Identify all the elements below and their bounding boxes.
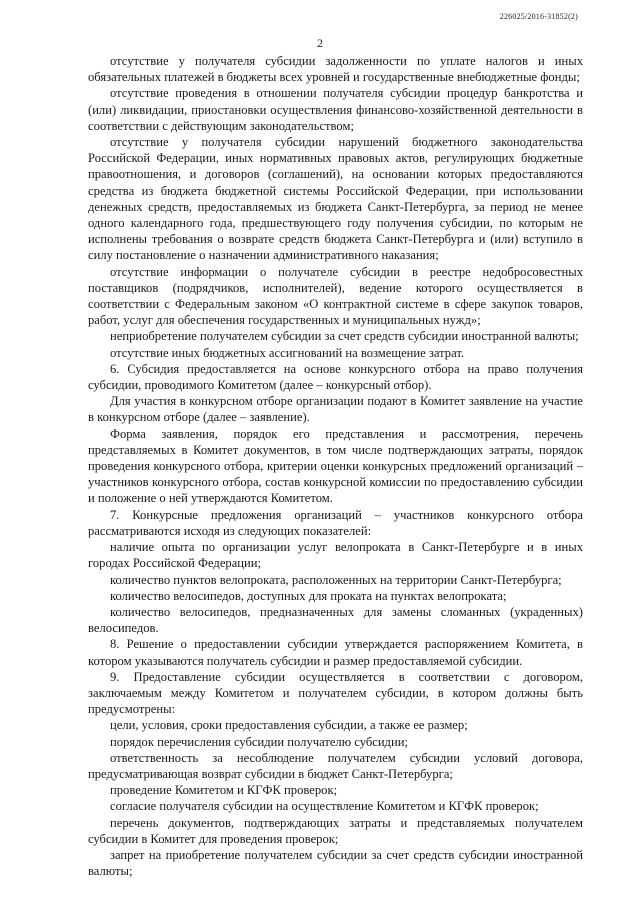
- paragraph: отсутствие у получателя субсидии задолженности по уплате налогов и иных обязательных платежей в бюджеты всех уровней и государственные внебюджетные фонды;: [88, 54, 583, 85]
- paragraph: 6. Субсидия предоставляется на основе конкурсного отбора на право получения субсидии, проводимого Комитетом (далее – конкурсный отбор).: [88, 361, 583, 393]
- paragraph: запрет на приобретение получателем субсидии за счет средств субсидии иностранной валюты;: [88, 847, 583, 879]
- paragraph: количество пунктов велопроката, расположенных на территории Санкт-Петербурга;: [110, 572, 562, 587]
- paragraph: неприобретение получателем субсидии за счет средств субсидии иностранной валюты;: [110, 329, 579, 344]
- paragraph: согласие получателя субсидии на осуществление Комитетом и КГФК проверок;: [110, 799, 539, 814]
- paragraph: проведение Комитетом и КГФК проверок;: [110, 783, 338, 798]
- paragraph: отсутствие информации о получателе субсидии в реестре недобросовестных поставщиков (подрядчиков, исполнителей), ведение которого осуществляется в соответствии с Федеральным законом «О контрактной системе в сфере закупок товаров, работ, услуг для обеспечения государственных и муниципальных нужд»;: [88, 264, 583, 328]
- page-number: 2: [317, 36, 323, 50]
- document-body: [88, 53, 583, 879]
- paragraph: количество велосипедов, предназначенных для замены сломанных (украденных) велосипедов.: [88, 604, 583, 636]
- paragraph: перечень документов, подтверждающих затраты и представляемых получателем субсидии в Комитет для проведения проверок;: [88, 815, 583, 846]
- paragraph: наличие опыта по организации услуг велопроката в Санкт-Петербурге и в иных городах Российской Федерации;: [88, 540, 583, 571]
- paragraph: 7. Конкурсные предложения организаций – участников конкурсного отбора рассматриваются исходя из следующих показателей:: [88, 507, 583, 538]
- paragraph: отсутствие у получателя субсидии нарушений бюджетного законодательства Российской Федерации, иных нормативных правовых актов, регулирующих бюджетные правоотношения, и договоров (соглашений), на основании которых предоставляются средства из бюджета бюджетной системы Российской Федерации, при использовании денежных средств, предоставляемых из бюджета Санкт-Петербурга, за период не менее одного календарного года, предшествующего году получения субсидии, по которым не исполнены требования о возврате средств бюджета Санкт-Петербурга и (или) вступило в силу постановление о назначении административного наказания;: [88, 135, 583, 263]
- paragraph: цели, условия, сроки предоставления субсидии, а также ее размер;: [110, 718, 468, 733]
- paragraph: отсутствие иных бюджетных ассигнований на возмещение затрат.: [110, 345, 465, 360]
- paragraph: Для участия в конкурсном отборе организации подают в Комитет заявление на участие в конкурсном отборе (далее – заявление).: [88, 394, 583, 425]
- document-registration-number: 226025/2016-31852(2): [499, 12, 578, 21]
- paragraph: 8. Решение о предоставлении субсидии утверждается распоряжением Комитета, в котором указываются получатель субсидии и размер предоставляемой субсидии.: [88, 637, 583, 668]
- paragraph: 9. Предоставление субсидии осуществляется в соответствии с договором, заключаемым между Комитетом и получателем субсидии, в котором должны быть предусмотрены:: [88, 669, 583, 717]
- paragraph: отсутствие проведения в отношении получателя субсидии процедур банкротства и (или) ликвидации, приостановки осуществления финансово-хозяйственной деятельности в соответствии с действующим законодательством;: [88, 86, 583, 133]
- paragraph: количество велосипедов, доступных для проката на пунктах велопроката;: [110, 588, 507, 603]
- paragraph: ответственность за несоблюдение получателем субсидии условий договора, предусматривающая возврат субсидии в бюджет Санкт-Петербурга;: [88, 750, 583, 781]
- paragraph: порядок перечисления субсидии получателю субсидии;: [110, 734, 408, 749]
- paragraph: Форма заявления, порядок его представления и рассмотрения, перечень представляемых в Комитет документов, в том числе подтверждающих затраты, порядок проведения конкурсного отбора, критерии оценки конкурсных предложений организаций – участников конкурсного отбора, состав конкурсной комиссии по предоставлению субсидии и положение о ней утверждаются Комитетом.: [88, 426, 583, 506]
